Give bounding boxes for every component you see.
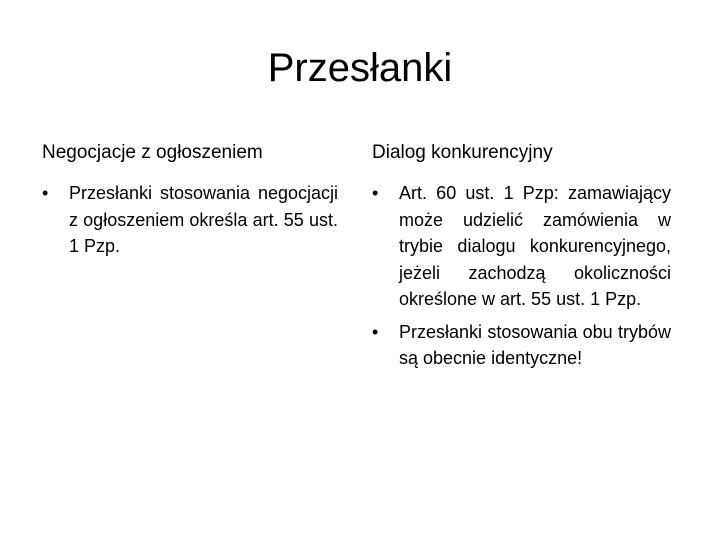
bullet-text: Przesłanki stosowania obu trybów są obecnie identyczne!: [399, 321, 671, 368]
list-item: [42, 180, 338, 260]
slide-title: Przesłanki: [267, 46, 453, 90]
right-column-heading: Dialog konkurencyjny: [372, 142, 553, 163]
bullet-text: Art. 60 ust. 1 Pzp: zamawiający może udzielić zamówienia w trybie dialogu konkurencyjnego, jeżeli zachodzą okoliczności określone w art. 55 ust. 1 Pzp.: [399, 183, 671, 309]
bullet-icon: •: [42, 183, 49, 203]
left-bullet-list: [42, 180, 338, 260]
list-item: [372, 319, 671, 372]
bullet-icon: •: [372, 321, 379, 342]
right-bullet-list: [372, 180, 671, 372]
right-column: [372, 140, 671, 378]
bullet-icon: •: [372, 183, 379, 203]
left-column: [42, 140, 338, 266]
bullet-text: Przesłanki stosowania negocjacji z ogłoszeniem określa art. 55 ust. 1 Pzp.: [69, 183, 338, 256]
left-column-heading: Negocjacje z ogłoszeniem: [42, 142, 263, 163]
list-item: [372, 180, 671, 313]
